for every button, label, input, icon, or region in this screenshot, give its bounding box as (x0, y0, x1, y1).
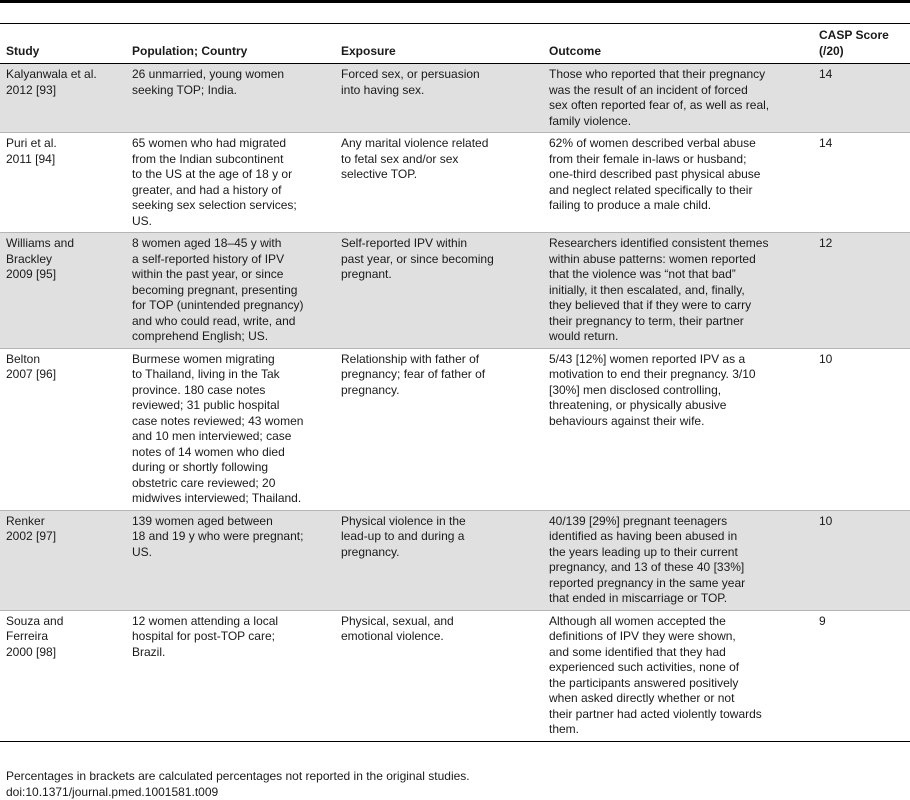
doi-text: doi:10.1371/journal.pmed.1001581.t009 (6, 784, 219, 799)
cell-study: Puri et al. 2011 [94] (0, 133, 126, 233)
header-outcome: Outcome (549, 43, 602, 58)
table-header-row (0, 24, 910, 64)
cell-casp: 10 (813, 510, 910, 610)
cell-outcome: 5/43 [12%] women reported IPV as a motivation to end their pregnancy. 3/10 [30%] men disclosed controlling, threatening, or physically abusive behaviours against their wife. (543, 348, 813, 510)
cell-study: Williams and Brackley 2009 [95] (0, 233, 126, 349)
cell-outcome: Researchers identified consistent themes within abuse patterns: women reported that the violence was “not that bad” initially, it then escalated, and, finally, they believed that if they were to carry their pregnancy to term, their partner would return. (543, 233, 813, 349)
table-row (0, 133, 910, 233)
cell-population: 26 unmarried, young women seeking TOP; India. (126, 64, 335, 133)
header-exposure: Exposure (341, 43, 396, 58)
table-row (0, 64, 910, 133)
cell-casp: 9 (813, 610, 910, 741)
cell-exposure: Any marital violence related to fetal sex and/or sex selective TOP. (335, 133, 543, 233)
cell-casp: 12 (813, 233, 910, 349)
header-casp: CASP Score (/20) (819, 28, 889, 58)
cell-study: Souza and Ferreira 2000 [98] (0, 610, 126, 741)
cell-population: 12 women attending a local hospital for post-TOP care; Brazil. (126, 610, 335, 741)
cell-exposure: Relationship with father of pregnancy; fear of father of pregnancy. (335, 348, 543, 510)
cell-casp: 14 (813, 64, 910, 133)
cell-outcome: 40/139 [29%] pregnant teenagers identified as having been abused in the years leading up to their current pregnancy, and 13 of these 40 [33%] reported pregnancy in the same year that ended in miscarriage or TOP. (543, 510, 813, 610)
cell-casp: 10 (813, 348, 910, 510)
header-study: Study (6, 43, 40, 58)
footnote: Percentages in brackets are calculated percentages not reported in the original studies. (6, 769, 470, 783)
header-population: Population; Country (132, 43, 248, 58)
studies-table (0, 23, 910, 742)
cell-exposure: Physical violence in the lead-up to and during a pregnancy. (335, 510, 543, 610)
top-rule (0, 0, 910, 3)
cell-exposure: Forced sex, or persuasion into having sex. (335, 64, 543, 133)
cell-population: 8 women aged 18–45 y with a self-reported history of IPV within the past year, or since becoming pregnant, presenting for TOP (unintended pregnancy) and who could read, write, and comprehend English; US. (126, 233, 335, 349)
cell-study: Renker 2002 [97] (0, 510, 126, 610)
cell-population: 65 women who had migrated from the Indian subcontinent to the US at the age of 18 y or greater, and had a history of seeking sex selection services; US. (126, 133, 335, 233)
cell-outcome: Although all women accepted the definitions of IPV they were shown, and some identified that they had experienced such activities, none of the participants answered positively when asked directly whether or not their partner had acted violently towards them. (543, 610, 813, 741)
cell-outcome: 62% of women described verbal abuse from their female in-laws or husband; one-third described past physical abuse and neglect related specifically to their failing to produce a male child. (543, 133, 813, 233)
cell-population: 139 women aged between 18 and 19 y who were pregnant; US. (126, 510, 335, 610)
cell-study: Kalyanwala et al. 2012 [93] (0, 64, 126, 133)
cell-population: Burmese women migrating to Thailand, living in the Tak province. 180 case notes reviewed; 31 public hospital case notes reviewed; 43 women and 10 men interviewed; case notes of 14 women who died during or shortly following obstetric care reviewed; 20 midwives interviewed; Thailand. (126, 348, 335, 510)
table-row (0, 348, 910, 510)
table-row (0, 510, 910, 610)
cell-study: Belton 2007 [96] (0, 348, 126, 510)
table-footer (6, 769, 470, 800)
table-row (0, 610, 910, 741)
table-row (0, 233, 910, 349)
cell-exposure: Physical, sexual, and emotional violence. (335, 610, 543, 741)
cell-outcome: Those who reported that their pregnancy was the result of an incident of forced sex often reported fear of, as well as real, family violence. (543, 64, 813, 133)
cell-casp: 14 (813, 133, 910, 233)
cell-exposure: Self-reported IPV within past year, or since becoming pregnant. (335, 233, 543, 349)
